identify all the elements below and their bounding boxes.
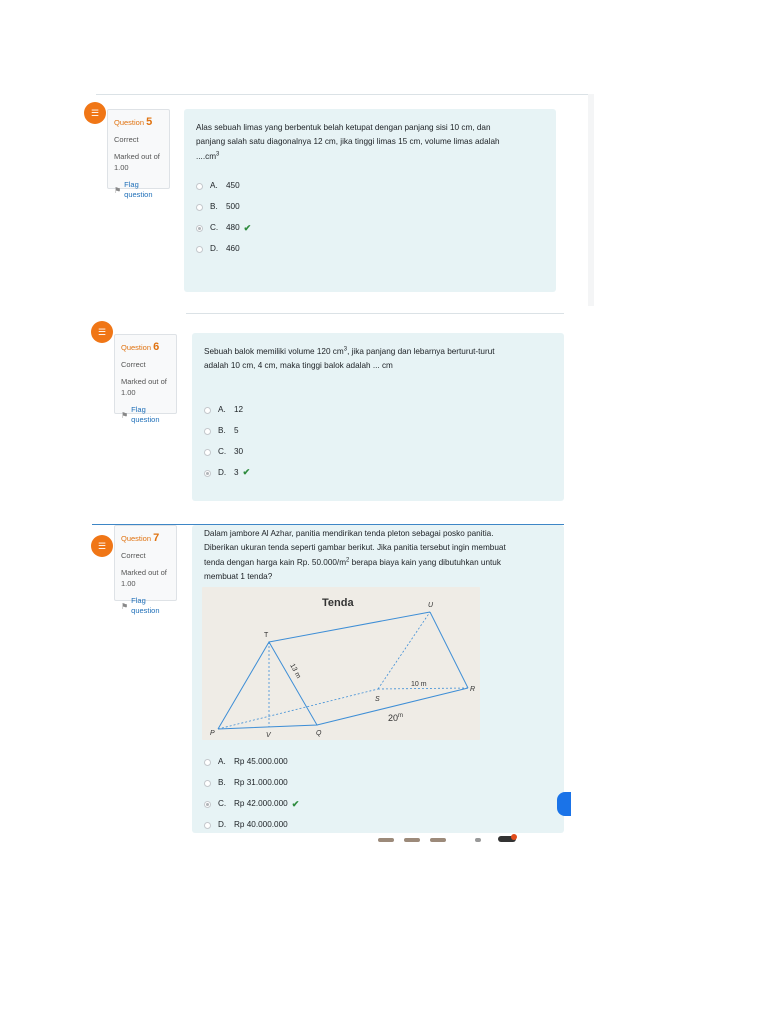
question-state: Correct bbox=[114, 134, 139, 144]
check-icon: ✔ bbox=[291, 798, 300, 809]
notification-dot bbox=[511, 834, 517, 840]
tent-diagram-image bbox=[202, 587, 480, 740]
length-label: 20$^m$ bbox=[388, 713, 404, 723]
answer-option-d[interactable]: D. 3 ✔ bbox=[204, 463, 552, 484]
scroll-gutter bbox=[588, 94, 594, 306]
answer-option-c[interactable]: C. Rp 42.000.000 ✔ bbox=[204, 794, 299, 815]
question-info-5 bbox=[107, 109, 170, 200]
answer-option-c[interactable]: C. 30 bbox=[204, 442, 552, 463]
radio-button-selected[interactable] bbox=[204, 470, 211, 477]
flag-icon: ⚑ bbox=[114, 185, 122, 195]
slant-label: 13 m bbox=[288, 662, 302, 680]
divider bbox=[96, 94, 594, 95]
radio-button[interactable] bbox=[204, 759, 211, 766]
answer-option-c[interactable]: C. 480 ✔ bbox=[196, 218, 544, 239]
list-icon[interactable]: ☰ bbox=[91, 321, 113, 343]
answer-option-a[interactable]: A. Rp 45.000.000 bbox=[204, 752, 299, 773]
toolbar-item bbox=[378, 838, 394, 842]
list-icon[interactable]: ☰ bbox=[91, 535, 113, 557]
question-info-7 bbox=[114, 525, 177, 616]
answer-option-b[interactable]: B. 5 bbox=[204, 421, 552, 442]
question-grade: Marked out of 1.00 bbox=[114, 151, 160, 172]
radio-button[interactable] bbox=[196, 183, 203, 190]
question-label: Question bbox=[114, 118, 145, 127]
radio-button-selected[interactable] bbox=[196, 225, 203, 232]
floating-action-button[interactable] bbox=[557, 792, 571, 816]
check-icon: ✔ bbox=[242, 467, 251, 478]
radio-button[interactable] bbox=[204, 780, 211, 787]
diagram-title: Tenda bbox=[322, 597, 354, 609]
answer-option-a[interactable]: A. 12 bbox=[204, 400, 552, 421]
question-state: Correct bbox=[121, 550, 146, 560]
question-text: Dalam jambore Al Azhar, panitia mendirikan tenda pleton sebagai posko panitia. Diberikan ukuran tenda seperti gambar berikut. Jika panitia tersebut ingin membuat tenda dengan harga kain Rp. $50.000/m^2$ berapa biaya kain yang dibutuhkan untuk membuat 1 tenda? bbox=[204, 529, 506, 582]
vertex-u: U bbox=[428, 602, 434, 609]
question-info-6 bbox=[114, 334, 177, 425]
question-content-7 bbox=[192, 525, 564, 833]
radio-button[interactable] bbox=[204, 428, 211, 435]
answer-option-a[interactable]: A. 450 bbox=[196, 176, 544, 197]
flag-question-link[interactable]: ⚑ Flag question bbox=[121, 404, 160, 425]
vertex-q: Q bbox=[316, 730, 322, 737]
tent-diagram bbox=[202, 587, 480, 740]
answer-list bbox=[204, 400, 552, 484]
question-number: 5 bbox=[146, 116, 153, 128]
vertex-r: R bbox=[470, 686, 476, 693]
flag-icon: ⚑ bbox=[121, 410, 129, 420]
radio-button[interactable] bbox=[204, 449, 211, 456]
toolbar-item bbox=[404, 838, 420, 842]
question-text: Alas sebuah limas yang berbentuk belah ketupat dengan panjang sisi 10 cm, dan panjang salah satu diagonalnya 12 cm, jika tinggi limas 15 cm, volume limas adalah $....cm^3$ bbox=[196, 123, 500, 161]
bottom-toolbar-strip bbox=[378, 838, 446, 842]
question-text: Sebuah balok memiliki volume 120 $cm^3$, jika panjang dan lebarnya berturut-turut adalah 10 cm, 4 cm, maka tinggi balok adalah ... cm bbox=[204, 346, 495, 371]
radio-button[interactable] bbox=[204, 822, 211, 829]
radio-button[interactable] bbox=[196, 246, 203, 253]
vertex-s: S bbox=[375, 696, 380, 703]
question-label: Question bbox=[121, 534, 152, 543]
vertex-t: T bbox=[264, 632, 269, 639]
flag-question-link[interactable]: ⚑ Flag question bbox=[121, 595, 160, 616]
answer-list bbox=[204, 752, 299, 836]
answer-list bbox=[196, 176, 544, 260]
list-icon[interactable]: ☰ bbox=[84, 102, 106, 124]
question-grade: Marked out of 1.00 bbox=[121, 376, 167, 397]
toolbar-item bbox=[475, 838, 481, 842]
vertex-p: P bbox=[210, 730, 215, 737]
vertex-v: V bbox=[266, 732, 271, 739]
check-icon: ✔ bbox=[243, 222, 252, 233]
question-content-6 bbox=[192, 333, 564, 501]
question-number: 6 bbox=[153, 341, 160, 353]
flag-icon: ⚑ bbox=[121, 601, 129, 611]
answer-option-d[interactable]: D. Rp 40.000.000 bbox=[204, 815, 299, 836]
radio-button[interactable] bbox=[196, 204, 203, 211]
toolbar-item bbox=[430, 838, 446, 842]
question-state: Correct bbox=[121, 359, 146, 369]
radio-button[interactable] bbox=[204, 407, 211, 414]
radio-button-selected[interactable] bbox=[204, 801, 211, 808]
question-label: Question bbox=[121, 343, 152, 352]
question-grade: Marked out of 1.00 bbox=[121, 567, 167, 588]
width-label: 10 m bbox=[411, 681, 427, 688]
question-number: 7 bbox=[153, 532, 160, 544]
answer-option-b[interactable]: B. 500 bbox=[196, 197, 544, 218]
question-content-5 bbox=[184, 109, 556, 292]
flag-question-link[interactable]: ⚑ Flag question bbox=[114, 179, 153, 200]
answer-option-b[interactable]: B. Rp 31.000.000 bbox=[204, 773, 299, 794]
divider bbox=[186, 313, 564, 314]
answer-option-d[interactable]: D. 460 bbox=[196, 239, 544, 260]
